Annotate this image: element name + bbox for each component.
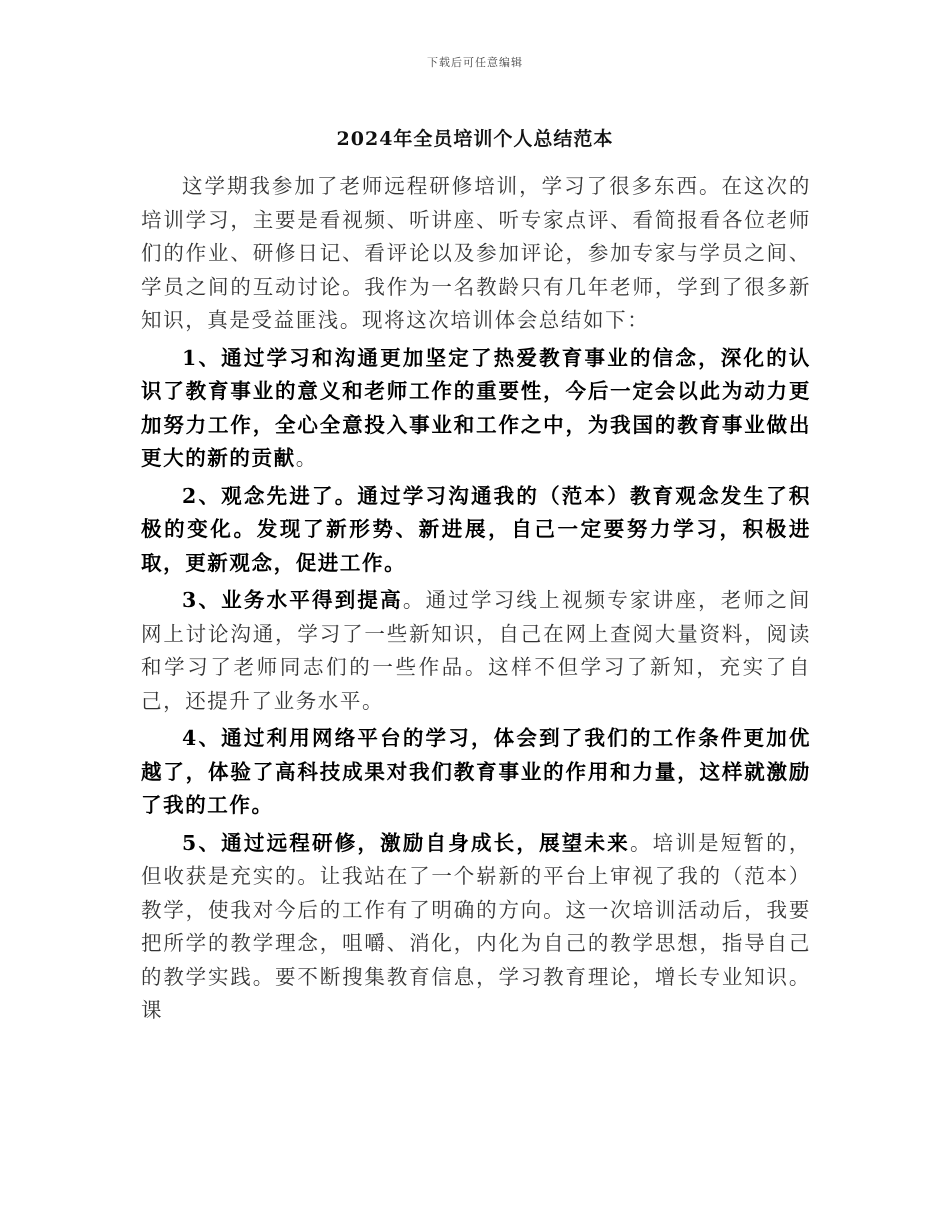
paragraph-6: [141, 827, 811, 1028]
paragraph-2-bold: 1、通过学习和沟通更加坚定了热爱教育事业的信念，深化的认识了教育事业的意义和老师工作的重要性，今后一定会以此为动力更加努力工作，全心全意投入事业和工作之中，为我国的教育事业做出更大的新的贡献: [141, 345, 811, 470]
paragraph-4-bold: 3、业务水平得到提高: [182, 588, 403, 612]
paragraph-2-text: 。: [295, 446, 318, 470]
header-note: 下载后可任意编辑: [427, 56, 523, 69]
paragraph-3-bold: 2、观念先进了。通过学习沟通我的（范本）教育观念发生了积极的变化。发现了新形势、新进展，自己一定要努力学习，积极进取，更新观念，促进工作。: [141, 483, 811, 575]
paragraph-6-bold: 5、通过远程研修，激励自身成长，展望未来: [182, 830, 630, 855]
paragraph-5-bold: 4、通过利用网络平台的学习，体会到了我们的工作条件更加优越了，体验了高科技成果对我们教育事业的作用和力量，这样就激励了我的工作。: [141, 726, 811, 817]
paragraph-3: [141, 480, 811, 581]
paragraph-4: [141, 584, 811, 718]
document-title: 2024年全员培训个人总结范本: [336, 128, 614, 150]
paragraph-5: [141, 722, 811, 823]
paragraph-2: [141, 342, 811, 476]
paragraph-4-text: 。通过学习线上视频专家讲座，老师之间网上讨论沟通，学习了一些新知识，自己在网上查阅大量资料，阅读和学习了老师同志们的一些作品。这样不但学习了新知，充实了自己，还提升了业务水平。: [141, 588, 811, 713]
paragraph-1: [141, 170, 811, 338]
paragraph-6-text: 。培训是短暂的，但收获是充实的。让我站在了一个崭新的平台上审视了我的（范本）教学，使我对今后的工作有了明确的方向。这一次培训活动后，我要把所学的教学理念，咀嚼、消化，内化为自己的教学思想，指导自己的教学实践。要不断搜集教育信息，学习教育理论，增长专业知识。课: [141, 830, 811, 1022]
paragraph-1-text: 这学期我参加了老师远程研修培训，学习了很多东西。在这次的培训学习，主要是看视频、听讲座、听专家点评、看简报看各位老师们的作业、研修日记、看评论以及参加评论，参加专家与学员之间、学员之间的互动讨论。我作为一名教龄只有几年老师，学到了很多新知识，真是受益匪浅。现将这次培训体会总结如下：: [141, 174, 811, 332]
document-body: [141, 170, 811, 1032]
